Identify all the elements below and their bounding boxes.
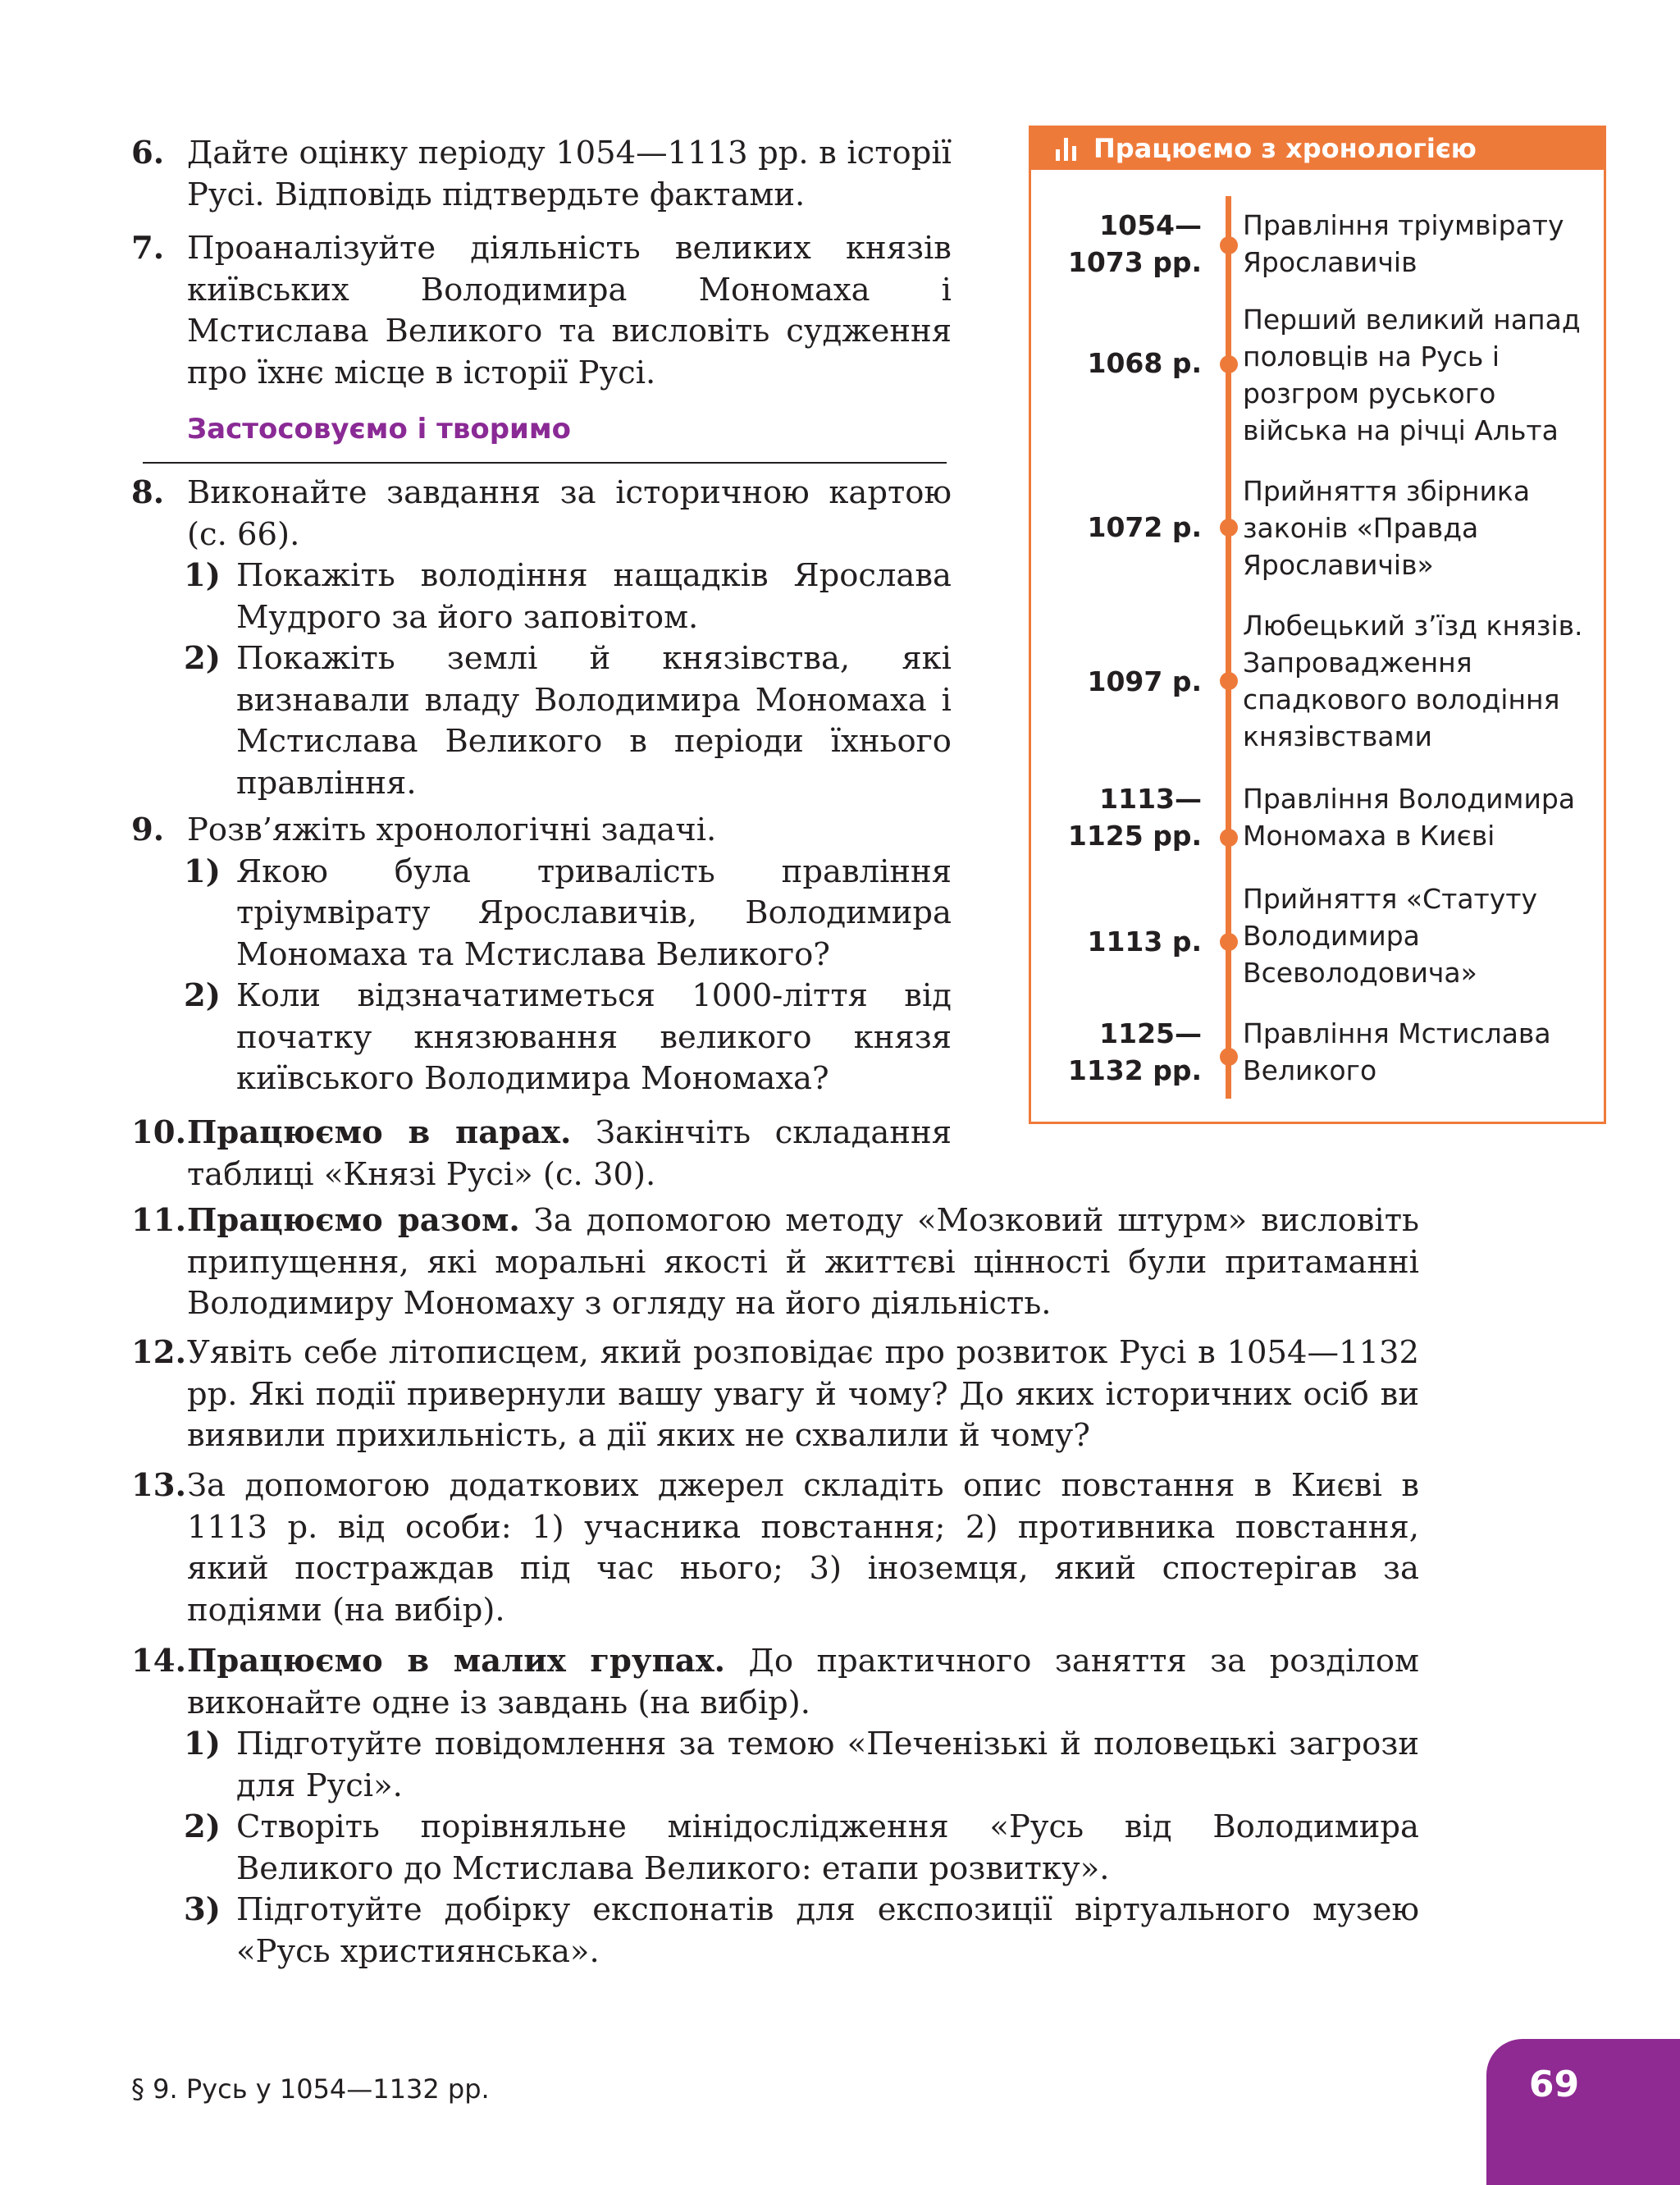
task-text — [187, 1113, 952, 1195]
task-number: 7. — [131, 230, 165, 267]
event-date: 1068 р. — [1087, 347, 1202, 379]
task-body: До практичного заняття за розділом виконайте одне із завдань (на вибір). — [187, 1643, 1419, 1721]
running-footer: § 9. Русь у 1054—1132 рр. — [131, 2073, 490, 2105]
subtask-number: 2) — [184, 640, 221, 677]
event-text: Перший великий напад половців на Русь і розгром руського війська на річці Альта — [1243, 304, 1581, 446]
timeline-axis — [1226, 196, 1231, 1099]
subtask-number: 3) — [184, 1891, 221, 1928]
subtask-number: 2) — [184, 1808, 221, 1845]
event-date: 1125— 1132 рр. — [1067, 1017, 1202, 1086]
event-date: 1113— 1125 рр. — [1067, 783, 1202, 852]
task-lead: Працюємо в малих групах. — [187, 1643, 726, 1680]
chronology-header — [1031, 128, 1604, 170]
task-12 — [131, 1332, 1419, 1457]
task-number: 11. — [131, 1202, 186, 1239]
task-text: Виконайте завдання за історичною картою (с. 66). — [187, 474, 952, 553]
page-number-tab — [1486, 2039, 1680, 2185]
timeline-dot — [1220, 829, 1238, 847]
task-8 — [131, 473, 952, 804]
subtask-text: Створіть порівняльне мінідослідження «Русь від Володимира Великого до Мстислава Великого: етапи розвитку». — [236, 1808, 1419, 1887]
task-text: Уявіть себе літописцем, який розповідає про розвиток Русі в 1054—1132 рр. Які події привернули вашу увагу й чому? До яких історичних осіб ви виявили прихильність, а дії яких не схвалили й чому? — [187, 1334, 1419, 1454]
task-lead: Працюємо в парах. — [187, 1114, 572, 1151]
subtask — [184, 1807, 1419, 1890]
event-text: Правління Володимира Мономаха в Києві — [1243, 783, 1576, 852]
task-text: Розв’яжіть хронологічні задачі. — [187, 811, 717, 848]
task-text — [187, 1641, 1419, 1724]
task-text: За допомогою додаткових джерел складіть опис повстання в Києві в 1113 р. від особи: 1) учасника повстання; 2) противника повстання, який постраждав під час нього; 3) іноземця, який спостерігав за подіями (на вибір). — [187, 1467, 1419, 1629]
subtask-number: 1) — [184, 853, 221, 890]
subtask — [184, 852, 952, 976]
event-date: 1072 р. — [1087, 511, 1202, 543]
event-text: Правління Мстислава Великого — [1243, 1017, 1551, 1086]
subtask — [184, 555, 952, 638]
task-10 — [131, 1113, 952, 1195]
task-number: 12. — [131, 1334, 186, 1371]
task-number: 10. — [131, 1114, 186, 1151]
task-11 — [131, 1200, 1419, 1325]
event-text: Прийняття збірника законів «Правда Ярославичів» — [1243, 475, 1531, 581]
timeline-dot — [1220, 1048, 1238, 1066]
subtask-text: Якою була тривалість правління тріумвірату Ярославичів, Володимира Мономаха та Мстислава Великого? — [236, 853, 952, 973]
subtask — [184, 638, 952, 804]
subtask — [184, 1890, 1419, 1972]
subtask-number: 1) — [184, 557, 221, 594]
page-number: 69 — [1528, 2064, 1580, 2105]
timeline-dot — [1220, 519, 1238, 537]
event-date: 1054— 1073 рр. — [1067, 209, 1202, 278]
section-divider — [143, 462, 947, 464]
subtask-text: Підготуйте добірку експонатів для експозиції віртуального музею «Русь християнська». — [236, 1891, 1419, 1970]
timeline-dot — [1220, 355, 1238, 373]
timeline-dot — [1220, 236, 1238, 254]
task-6 — [131, 133, 952, 216]
chronology-icon — [1056, 138, 1080, 161]
subtask-number: 1) — [184, 1726, 221, 1762]
task-number: 14. — [131, 1643, 186, 1680]
task-number: 6. — [131, 135, 165, 171]
subtask-text: Покажіть землі й князівства, які визнавали владу Володимира Мономаха і Мстислава Великого в періоди їхнього правління. — [236, 640, 952, 802]
subtask-text: Покажіть володіння нащадків Ярослава Мудрого за його заповітом. — [236, 557, 952, 636]
task-body: Закінчіть складання таблиці «Князі Русі» (с. 30). — [187, 1114, 952, 1193]
event-text: Любецький з’їзд князів. Запровадження спадкового володіння князівствами — [1243, 610, 1583, 752]
task-text: Проаналізуйте діяльність великих князів київських Володимира Мономаха і Мстислава Великого та висловіть судження про їхнє місце в історії Русі. — [187, 230, 952, 391]
section-heading: Застосовуємо і творимо — [187, 413, 572, 446]
subtask-text: Підготуйте повідомлення за темою «Печенізькі й половецькі загрози для Русі». — [236, 1726, 1419, 1804]
subtask — [184, 1724, 1419, 1807]
task-7 — [131, 228, 952, 394]
task-lead: Працюємо разом. — [187, 1202, 520, 1239]
task-number: 13. — [131, 1467, 186, 1504]
event-date: 1113 р. — [1087, 926, 1202, 958]
chronology-box — [1029, 126, 1606, 1124]
task-14 — [131, 1641, 1419, 1972]
task-body: За допомогою методу «Мозковий штурм» висловіть припущення, які моральні якості й життєві цінності були притаманні Володимиру Мономаху з огляду на його діяльність. — [187, 1202, 1420, 1322]
task-number: 8. — [131, 474, 165, 511]
task-text: Дайте оцінку періоду 1054—1113 рр. в історії Русі. Відповідь підтвердьте фактами. — [187, 135, 952, 213]
chronology-title: Працюємо з хронологією — [1093, 133, 1477, 164]
timeline-dot — [1220, 933, 1238, 951]
task-text — [187, 1200, 1419, 1325]
subtask-number: 2) — [184, 977, 221, 1014]
event-text: Правління тріумвірату Ярославичів — [1243, 209, 1564, 278]
task-13 — [131, 1465, 1419, 1631]
task-9 — [131, 810, 952, 1100]
event-text: Прийняття «Статуту Володимира Всеволодовича» — [1243, 883, 1538, 989]
subtask-text: Коли відзначатиметься 1000-ліття від початку князювання великого князя київського Володимира Мономаха? — [236, 977, 952, 1097]
timeline-dot — [1220, 672, 1238, 690]
subtask — [184, 976, 952, 1100]
event-date: 1097 р. — [1087, 665, 1202, 697]
task-number: 9. — [131, 811, 165, 848]
